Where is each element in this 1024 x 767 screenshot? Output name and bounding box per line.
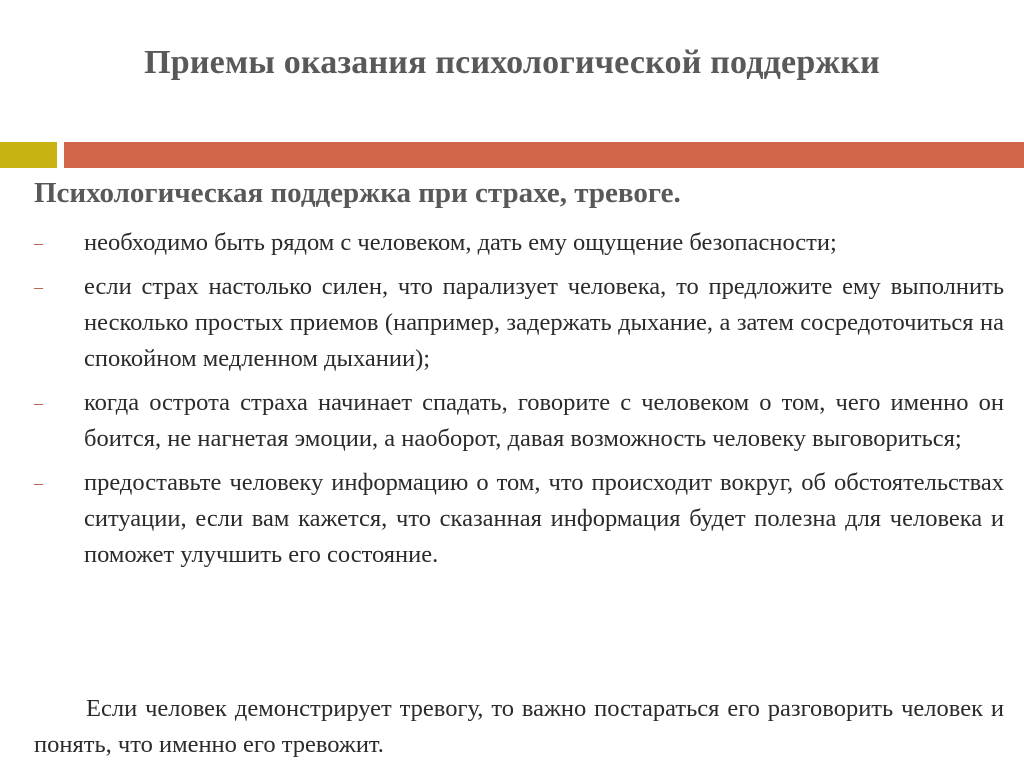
- bullet-item: [34, 465, 1004, 573]
- bullet-marker: –: [34, 277, 43, 297]
- accent-bar-small: [0, 142, 57, 168]
- bullet-text: предоставьте человеку информацию о том, что происходит вокруг, об обстоятельствах ситуации, если вам кажется, что сказанная информация будет полезна для человека и поможет улучшить его состояние.: [84, 469, 1004, 568]
- bullet-item: [34, 385, 1004, 457]
- bullet-marker: –: [34, 473, 43, 493]
- bullet-text: когда острота страха начинает спадать, говорите с человеком о том, чего именно он боится, не нагнетая эмоции, а наоборот, давая возможность человеку выговориться;: [84, 389, 1004, 452]
- accent-bar-large: [64, 142, 1024, 168]
- bullet-item: [34, 269, 1004, 377]
- slide-subtitle: Психологическая поддержка при страхе, тревоге.: [34, 177, 681, 209]
- bullet-item: [34, 225, 1004, 261]
- bullet-text: если страх настолько силен, что парализует человека, то предложите ему выполнить несколько простых приемов (например, задержать дыхание, а затем сосредоточиться на спокойном медленном дыхании);: [84, 273, 1004, 372]
- slide-title: Приемы оказания психологической поддержки: [144, 44, 880, 81]
- bullet-list: [34, 225, 1004, 581]
- bullet-marker: –: [34, 393, 43, 413]
- closing-paragraph: Если человек демонстрирует тревогу, то важно постараться его разговорить человек и понять, что именно его тревожит.: [34, 695, 1004, 758]
- bullet-marker: –: [34, 233, 43, 253]
- bullet-text: необходимо быть рядом с человеком, дать ему ощущение безопасности;: [84, 229, 837, 256]
